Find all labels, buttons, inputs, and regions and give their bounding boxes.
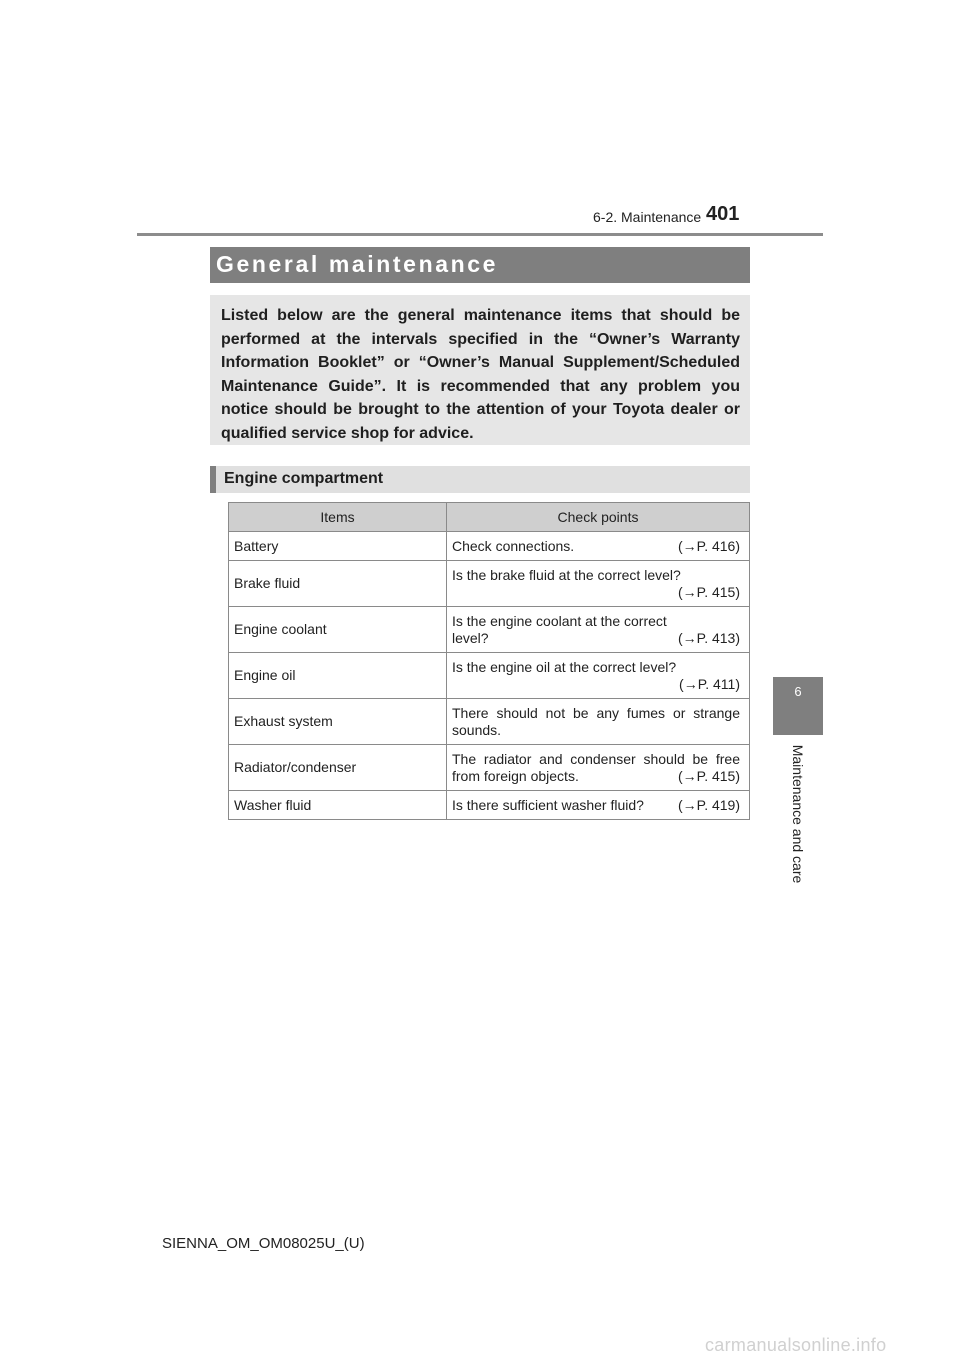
header-rule: [137, 233, 823, 236]
chapter-number: 6: [794, 684, 802, 699]
column-header-items: Items: [229, 503, 447, 532]
table-row: [229, 532, 750, 561]
subsection-accent: [210, 466, 216, 493]
table-row: [229, 653, 750, 699]
check-cell: [447, 699, 750, 745]
check-cell: [447, 607, 750, 653]
column-header-check-points: Check points: [447, 503, 750, 532]
check-text: The radiator and condenser should be free: [452, 750, 740, 767]
item-cell: Brake fluid: [229, 561, 447, 607]
check-text: from foreign objects.: [452, 767, 579, 784]
table-row: [229, 699, 750, 745]
check-text: Is the engine oil at the correct level?: [452, 658, 677, 675]
check-text: Is the brake fluid at the correct level?: [452, 566, 681, 583]
document-code: SIENNA_OM_OM08025U_(U): [162, 1235, 365, 1252]
intro-text: Listed below are the general maintenance items that should be performed at the intervals specified in the “Owner’s Warranty Information Booklet” or “Owner’s Manual Supplement/Scheduled Maintenance Guide”. It is recommended that any problem you notice should be brought to the attention of your Toyota dealer or qualified service shop for advice.: [221, 307, 740, 442]
page-number: 401: [706, 203, 740, 225]
item-cell: Engine coolant: [229, 607, 447, 653]
subsection-title: Engine compartment: [224, 470, 384, 487]
page-reference: (→P. 415): [678, 583, 740, 600]
item-cell: Exhaust system: [229, 699, 447, 745]
check-cell: [447, 532, 750, 561]
section-title-bar: [210, 247, 750, 283]
item-cell: Battery: [229, 532, 447, 561]
table-row: [229, 561, 750, 607]
check-text: Is the engine coolant at the correct: [452, 612, 667, 629]
table-row: [229, 791, 750, 820]
check-line: [452, 538, 740, 555]
page-reference: (→P. 411): [679, 675, 740, 692]
check-cell: [447, 745, 750, 791]
item-cell: Washer fluid: [229, 791, 447, 820]
check-cell: [447, 653, 750, 699]
table-row: [229, 607, 750, 653]
check-cell: [447, 561, 750, 607]
check-cell: [447, 791, 750, 820]
check-line: [452, 630, 740, 647]
page-reference: (→P. 415): [678, 767, 740, 784]
item-cell: Radiator/condenser: [229, 745, 447, 791]
check-text: Is there sufficient washer fluid?: [452, 796, 644, 813]
check-text: sounds.: [452, 721, 502, 738]
watermark: carmanualsonline.info: [705, 1335, 887, 1355]
intro-box: [210, 295, 750, 445]
check-line: [452, 797, 740, 814]
chapter-label: Maintenance and care: [790, 744, 806, 884]
item-cell: Engine oil: [229, 653, 447, 699]
header-section-label: 6-2. Maintenance: [593, 209, 702, 225]
check-text: Check connections.: [452, 537, 575, 554]
check-text: There should not be any fumes or strange: [452, 704, 740, 721]
page-reference: (→P. 416): [678, 537, 740, 554]
table-row: [229, 745, 750, 791]
maintenance-table: [228, 502, 750, 820]
check-text: level?: [452, 629, 489, 646]
table-header-row: [229, 503, 750, 532]
page-reference: (→P. 419): [678, 796, 740, 813]
page-reference: (→P. 413): [678, 629, 740, 646]
section-title: General maintenance: [216, 251, 499, 277]
chapter-tab: [773, 677, 823, 735]
check-line: [452, 768, 740, 785]
subsection-bar: [210, 466, 750, 493]
